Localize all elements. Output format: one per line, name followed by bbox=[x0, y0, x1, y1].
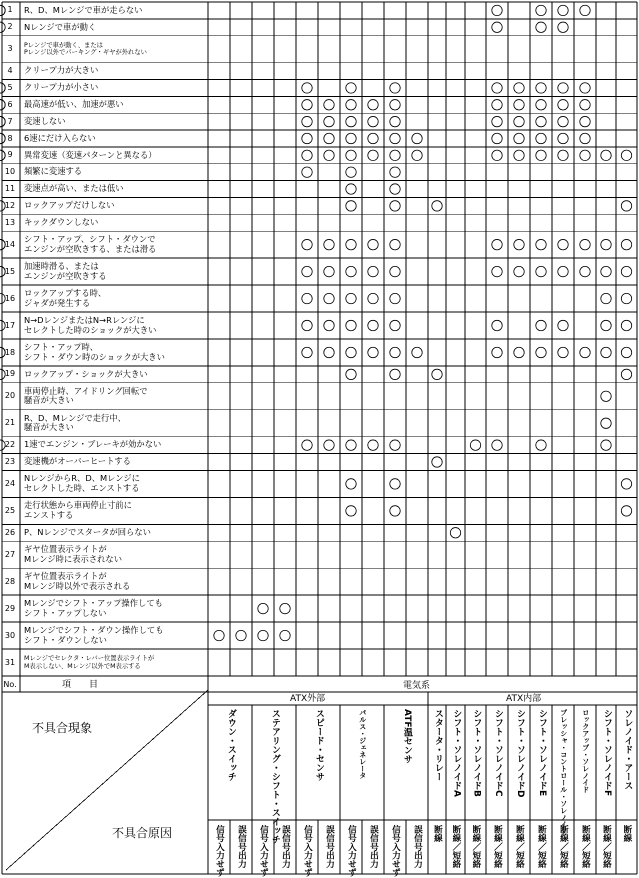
applicable-mark bbox=[558, 22, 568, 32]
applicable-mark bbox=[346, 201, 356, 211]
row-description: R、D、Mレンジで走行中、 bbox=[24, 412, 126, 423]
applicable-mark bbox=[302, 167, 312, 177]
applicable-mark bbox=[390, 100, 400, 110]
applicable-mark bbox=[346, 100, 356, 110]
applicable-mark bbox=[580, 133, 590, 143]
applicable-mark bbox=[558, 83, 568, 93]
row-description: 加速時滑る、または bbox=[24, 261, 99, 271]
component-name: スタータ・リレー bbox=[432, 709, 443, 781]
component-name: スピード・センサ bbox=[313, 709, 324, 781]
applicable-mark bbox=[346, 293, 356, 303]
signal-label: 誤信号出力 bbox=[236, 825, 247, 868]
row-description: R、D、Mレンジで車が走らない bbox=[24, 4, 143, 15]
signal-label: 信号入力せず bbox=[346, 825, 357, 877]
row-number: 4 bbox=[7, 66, 13, 76]
applicable-mark bbox=[368, 133, 378, 143]
applicable-mark bbox=[536, 116, 546, 126]
row-description: 車両停止時、アイドリング回転で bbox=[24, 385, 148, 396]
row-number: 13 bbox=[4, 217, 16, 227]
applicable-mark bbox=[346, 150, 356, 160]
applicable-mark bbox=[302, 320, 312, 330]
row-number: 18 bbox=[4, 347, 16, 357]
row-description: 1速でエンジン・ブレーキが効かない bbox=[24, 439, 162, 450]
applicable-mark bbox=[390, 369, 400, 379]
applicable-mark bbox=[280, 630, 290, 640]
row-number: 30 bbox=[4, 630, 16, 640]
row-number: 2 bbox=[7, 22, 13, 32]
applicable-mark bbox=[324, 440, 334, 450]
component-name: ソレノイド・アース bbox=[622, 709, 633, 790]
applicable-mark bbox=[346, 347, 356, 357]
applicable-mark bbox=[368, 150, 378, 160]
applicable-mark bbox=[346, 239, 356, 249]
applicable-mark bbox=[580, 116, 590, 126]
row-description: 頻繁に変速する bbox=[24, 166, 83, 177]
applicable-mark bbox=[536, 440, 546, 450]
component-name: プレッシャ・コントロール・ソレノイド bbox=[559, 709, 568, 835]
signal-label: 断線／短絡 bbox=[492, 825, 503, 868]
applicable-mark bbox=[492, 100, 502, 110]
component-name: シフト・ソレノイドE bbox=[536, 709, 547, 797]
row-description: 最高速が低い、加速が悪い bbox=[24, 99, 124, 109]
row-description: エンジンが空吹きする、または滑る bbox=[24, 243, 157, 254]
applicable-mark bbox=[390, 320, 400, 330]
applicable-mark bbox=[324, 320, 334, 330]
applicable-mark bbox=[558, 347, 568, 357]
applicable-mark bbox=[390, 266, 400, 276]
applicable-mark bbox=[621, 293, 631, 303]
applicable-mark bbox=[558, 239, 568, 249]
signal-label: 誤信号出力 bbox=[368, 825, 379, 868]
applicable-mark bbox=[346, 440, 356, 450]
applicable-mark bbox=[368, 100, 378, 110]
signal-label: 断線／短絡 bbox=[450, 825, 461, 868]
applicable-mark bbox=[346, 266, 356, 276]
row-number: 5 bbox=[7, 82, 13, 92]
applicable-mark bbox=[536, 5, 546, 15]
component-name: パルス・ジェネレータ bbox=[358, 709, 367, 779]
row-number: 31 bbox=[4, 657, 16, 667]
applicable-mark bbox=[324, 133, 334, 143]
signal-label: 誤信号出力 bbox=[280, 825, 291, 868]
applicable-mark bbox=[302, 266, 312, 276]
atx-external-label: ATX外部 bbox=[290, 694, 326, 704]
no-header: No. bbox=[3, 680, 17, 689]
applicable-mark bbox=[601, 320, 611, 330]
row-description: Nレンジで車が動く bbox=[24, 21, 97, 32]
applicable-mark bbox=[514, 83, 524, 93]
applicable-mark bbox=[368, 440, 378, 450]
item-header: 項 目 bbox=[62, 680, 99, 690]
row-description: Mレンジでシフト・ダウン操作しても bbox=[24, 625, 164, 635]
applicable-mark bbox=[368, 320, 378, 330]
applicable-mark bbox=[390, 184, 400, 194]
applicable-mark bbox=[412, 347, 422, 357]
row-description: 騒音が大きい bbox=[24, 395, 74, 406]
row-number: 10 bbox=[4, 167, 16, 177]
applicable-mark bbox=[621, 369, 631, 379]
row-number: 16 bbox=[4, 293, 16, 303]
applicable-mark bbox=[514, 266, 524, 276]
row-description: エンストする bbox=[24, 509, 74, 520]
signal-label: 断線／短絡 bbox=[470, 825, 481, 868]
signal-label: 信号入力せず bbox=[258, 825, 269, 877]
applicable-mark bbox=[390, 293, 400, 303]
component-name: ATF温センサ bbox=[401, 709, 412, 764]
applicable-mark bbox=[302, 100, 312, 110]
row-number: 28 bbox=[4, 576, 16, 586]
applicable-mark bbox=[324, 100, 334, 110]
row-number: 22 bbox=[4, 440, 16, 450]
row-number: 26 bbox=[4, 527, 16, 537]
component-name: ダウン・スイッチ bbox=[225, 709, 236, 781]
applicable-mark bbox=[621, 201, 631, 211]
applicable-mark bbox=[346, 369, 356, 379]
signal-label: 誤信号出力 bbox=[324, 825, 335, 868]
applicable-mark bbox=[601, 391, 611, 401]
applicable-mark bbox=[514, 116, 524, 126]
row-description: N→DレンジまたはN→Rレンジに bbox=[24, 314, 145, 325]
applicable-mark bbox=[492, 83, 502, 93]
applicable-mark bbox=[536, 266, 546, 276]
applicable-mark bbox=[514, 347, 524, 357]
signal-label: 信号入力せず bbox=[302, 825, 313, 877]
applicable-mark bbox=[536, 100, 546, 110]
applicable-mark bbox=[514, 133, 524, 143]
applicable-mark bbox=[580, 83, 590, 93]
row-description: Mレンジでシフト・アップ操作しても bbox=[24, 598, 163, 608]
row-number: 8 bbox=[7, 133, 13, 143]
applicable-mark bbox=[580, 347, 590, 357]
applicable-mark bbox=[536, 22, 546, 32]
applicable-mark bbox=[536, 347, 546, 357]
applicable-mark bbox=[368, 116, 378, 126]
row-description: 6速にだけ入らない bbox=[24, 132, 96, 143]
signal-label: 断線／短絡 bbox=[558, 825, 569, 868]
applicable-mark bbox=[492, 22, 502, 32]
applicable-mark bbox=[302, 347, 312, 357]
signal-label: 信号入力せず bbox=[390, 825, 401, 877]
applicable-mark bbox=[346, 116, 356, 126]
applicable-mark bbox=[302, 239, 312, 249]
row-description: 変速機がオーバーヒートする bbox=[24, 456, 131, 467]
applicable-mark bbox=[558, 100, 568, 110]
applicable-mark bbox=[346, 184, 356, 194]
applicable-mark bbox=[492, 150, 502, 160]
applicable-mark bbox=[514, 150, 524, 160]
row-number: 27 bbox=[4, 549, 16, 559]
applicable-mark bbox=[346, 167, 356, 177]
applicable-mark bbox=[601, 150, 611, 160]
applicable-mark bbox=[302, 293, 312, 303]
row-description: シフト・アップ時、 bbox=[24, 341, 99, 352]
row-description: P、Nレンジでスタータが回らない bbox=[24, 527, 151, 537]
applicable-mark bbox=[432, 369, 442, 379]
applicable-mark bbox=[214, 630, 224, 640]
row-number: 19 bbox=[4, 369, 16, 379]
applicable-mark bbox=[432, 201, 442, 211]
row-number: 9 bbox=[7, 150, 13, 160]
row-number: 20 bbox=[4, 391, 16, 401]
component-name: シフト・ソレノイドC bbox=[492, 709, 503, 797]
applicable-mark bbox=[412, 133, 422, 143]
signal-label: 断線 bbox=[432, 825, 443, 843]
applicable-mark bbox=[536, 150, 546, 160]
applicable-mark bbox=[558, 116, 568, 126]
applicable-mark bbox=[324, 116, 334, 126]
row-description: Pレンジで車が動く、または bbox=[24, 41, 103, 49]
row-number: 21 bbox=[4, 418, 16, 428]
applicable-mark bbox=[621, 150, 631, 160]
row-description: シフト・ダウンしない bbox=[24, 634, 107, 645]
applicable-mark bbox=[390, 167, 400, 177]
signal-label: 誤信号出力 bbox=[412, 825, 423, 868]
applicable-mark bbox=[302, 440, 312, 450]
row-description: 変速しない bbox=[24, 115, 66, 126]
applicable-mark bbox=[324, 150, 334, 160]
row-number: 3 bbox=[7, 44, 13, 54]
applicable-mark bbox=[390, 506, 400, 516]
row-description: 異常変速（変速パターンと異なる） bbox=[24, 149, 157, 160]
applicable-mark bbox=[258, 603, 268, 613]
applicable-mark bbox=[390, 83, 400, 93]
row-description: シフト・アップしない bbox=[24, 607, 107, 618]
row-description: Mレンジ時以外で表示される bbox=[24, 580, 131, 591]
applicable-mark bbox=[302, 133, 312, 143]
applicable-mark bbox=[302, 150, 312, 160]
applicable-mark bbox=[492, 239, 502, 249]
applicable-mark bbox=[346, 83, 356, 93]
component-name: ロックアップ・ソレノイド bbox=[581, 709, 590, 793]
applicable-mark bbox=[536, 239, 546, 249]
electrical-label: 電気系 bbox=[403, 681, 431, 691]
header-diagonal bbox=[6, 690, 208, 870]
applicable-mark bbox=[346, 479, 356, 489]
row-description: ロックアップだけしない bbox=[24, 200, 115, 211]
applicable-mark bbox=[514, 100, 524, 110]
applicable-mark bbox=[368, 239, 378, 249]
applicable-mark bbox=[324, 239, 334, 249]
row-description: シフト・ダウン時のショックが大きい bbox=[24, 351, 165, 362]
applicable-mark bbox=[536, 320, 546, 330]
applicable-mark bbox=[492, 320, 502, 330]
row-description: ギヤ位置表示ライトが bbox=[24, 571, 107, 581]
row-number: 6 bbox=[7, 99, 13, 109]
applicable-mark bbox=[621, 266, 631, 276]
row-description: キックダウンしない bbox=[24, 216, 99, 227]
row-description: セレクトした時のショックが大きい bbox=[24, 324, 157, 335]
applicable-mark bbox=[492, 266, 502, 276]
component-name: シフト・ソレノイドA bbox=[451, 709, 462, 797]
component-name: ステアリング・シフト・スイッチ bbox=[269, 709, 280, 844]
applicable-mark bbox=[601, 293, 611, 303]
applicable-mark bbox=[390, 479, 400, 489]
row-number: 7 bbox=[7, 116, 13, 126]
applicable-mark bbox=[390, 133, 400, 143]
applicable-mark bbox=[258, 630, 268, 640]
applicable-mark bbox=[302, 83, 312, 93]
row-number: 17 bbox=[4, 320, 16, 330]
row-description: ロックアップする時、 bbox=[24, 288, 107, 298]
applicable-mark bbox=[536, 83, 546, 93]
row-description: Mレンジ時に表示されない bbox=[24, 553, 123, 564]
applicable-mark bbox=[580, 5, 590, 15]
applicable-mark bbox=[324, 293, 334, 303]
signal-label: 断線 bbox=[621, 825, 632, 843]
applicable-mark bbox=[558, 266, 568, 276]
row-description: Pレンジ以外でパーキング・ギヤが外れない bbox=[24, 49, 147, 57]
applicable-mark bbox=[368, 266, 378, 276]
applicable-mark bbox=[601, 440, 611, 450]
row-number: 23 bbox=[4, 457, 16, 466]
applicable-mark bbox=[368, 293, 378, 303]
applicable-mark bbox=[492, 440, 502, 450]
applicable-mark bbox=[621, 506, 631, 516]
signal-label: 信号入力せず bbox=[214, 825, 225, 877]
applicable-mark bbox=[492, 347, 502, 357]
applicable-mark bbox=[601, 239, 611, 249]
applicable-mark bbox=[412, 150, 422, 160]
applicable-mark bbox=[324, 266, 334, 276]
applicable-mark bbox=[236, 630, 246, 640]
applicable-mark bbox=[558, 5, 568, 15]
applicable-mark bbox=[580, 239, 590, 249]
row-number: 1 bbox=[7, 5, 13, 15]
applicable-mark bbox=[558, 150, 568, 160]
applicable-mark bbox=[558, 133, 568, 143]
row-description: 走行状態から車両停止寸前に bbox=[24, 500, 132, 511]
signal-label: 断線／短絡 bbox=[580, 825, 591, 868]
applicable-mark bbox=[432, 457, 442, 467]
applicable-mark bbox=[580, 100, 590, 110]
applicable-mark bbox=[390, 239, 400, 249]
row-description: 変速点が高い、または低い bbox=[24, 183, 124, 194]
applicable-mark bbox=[280, 603, 290, 613]
row-description: Mレンジでセレクタ・レバー位置表示ライトが bbox=[24, 654, 155, 662]
applicable-mark bbox=[580, 150, 590, 160]
applicable-mark bbox=[492, 116, 502, 126]
applicable-mark bbox=[621, 320, 631, 330]
component-name: シフト・ソレノイドB bbox=[471, 709, 482, 797]
applicable-mark bbox=[621, 479, 631, 489]
applicable-mark bbox=[580, 266, 590, 276]
applicable-mark bbox=[346, 133, 356, 143]
row-description: エンジンが空吹きする bbox=[24, 270, 107, 281]
applicable-mark bbox=[390, 201, 400, 211]
component-name: シフト・ソレノイドD bbox=[514, 709, 525, 798]
row-description: ロックアップ・ショックが大きい bbox=[24, 368, 148, 379]
applicable-mark bbox=[492, 5, 502, 15]
applicable-mark bbox=[302, 116, 312, 126]
applicable-mark bbox=[390, 116, 400, 126]
applicable-mark bbox=[324, 347, 334, 357]
row-number: 14 bbox=[4, 239, 16, 249]
row-description: ジャダが発生する bbox=[24, 297, 91, 308]
signal-label: 断線／短絡 bbox=[601, 825, 612, 868]
row-number: 25 bbox=[4, 505, 16, 515]
signal-label: 断線／短絡 bbox=[536, 825, 547, 868]
applicable-mark bbox=[346, 320, 356, 330]
component-name: シフト・ソレノイドF bbox=[601, 709, 612, 797]
applicable-mark bbox=[390, 440, 400, 450]
row-description: M表示しない、Mレンジ以外でM表示する bbox=[24, 662, 141, 670]
applicable-mark bbox=[390, 150, 400, 160]
row-description: シフト・アップ、シフト・ダウンで bbox=[24, 234, 156, 244]
row-description: クリープ力が小さい bbox=[24, 82, 99, 93]
applicable-mark bbox=[390, 347, 400, 357]
applicable-mark bbox=[621, 239, 631, 249]
row-description: ギヤ位置表示ライトが bbox=[24, 544, 107, 555]
row-description: 騒音が大きい bbox=[24, 422, 74, 433]
applicable-mark bbox=[450, 528, 460, 538]
applicable-mark bbox=[558, 320, 568, 330]
cause-label: 不具合原因 bbox=[112, 826, 173, 840]
applicable-mark bbox=[621, 347, 631, 357]
row-description: NレンジからR、D、Mレンジに bbox=[24, 473, 140, 484]
applicable-mark bbox=[492, 133, 502, 143]
applicable-mark bbox=[536, 133, 546, 143]
row-number: 24 bbox=[4, 478, 16, 488]
row-description: クリープ力が大きい bbox=[24, 65, 99, 76]
row-description: セレクトした時、エンストする bbox=[24, 482, 140, 493]
applicable-mark bbox=[346, 506, 356, 516]
row-number: 12 bbox=[4, 200, 16, 210]
applicable-mark bbox=[601, 418, 611, 428]
row-number: 15 bbox=[4, 266, 16, 276]
applicable-mark bbox=[368, 347, 378, 357]
applicable-mark bbox=[514, 239, 524, 249]
applicable-mark bbox=[470, 440, 480, 450]
signal-label: 断線／短絡 bbox=[514, 825, 525, 868]
row-number: 29 bbox=[4, 603, 16, 613]
phenomenon-label: 不具合現象 bbox=[32, 721, 93, 735]
applicable-mark bbox=[601, 266, 611, 276]
row-number: 11 bbox=[4, 184, 16, 193]
applicable-mark bbox=[601, 347, 611, 357]
atx-internal-label: ATX内部 bbox=[506, 694, 542, 704]
